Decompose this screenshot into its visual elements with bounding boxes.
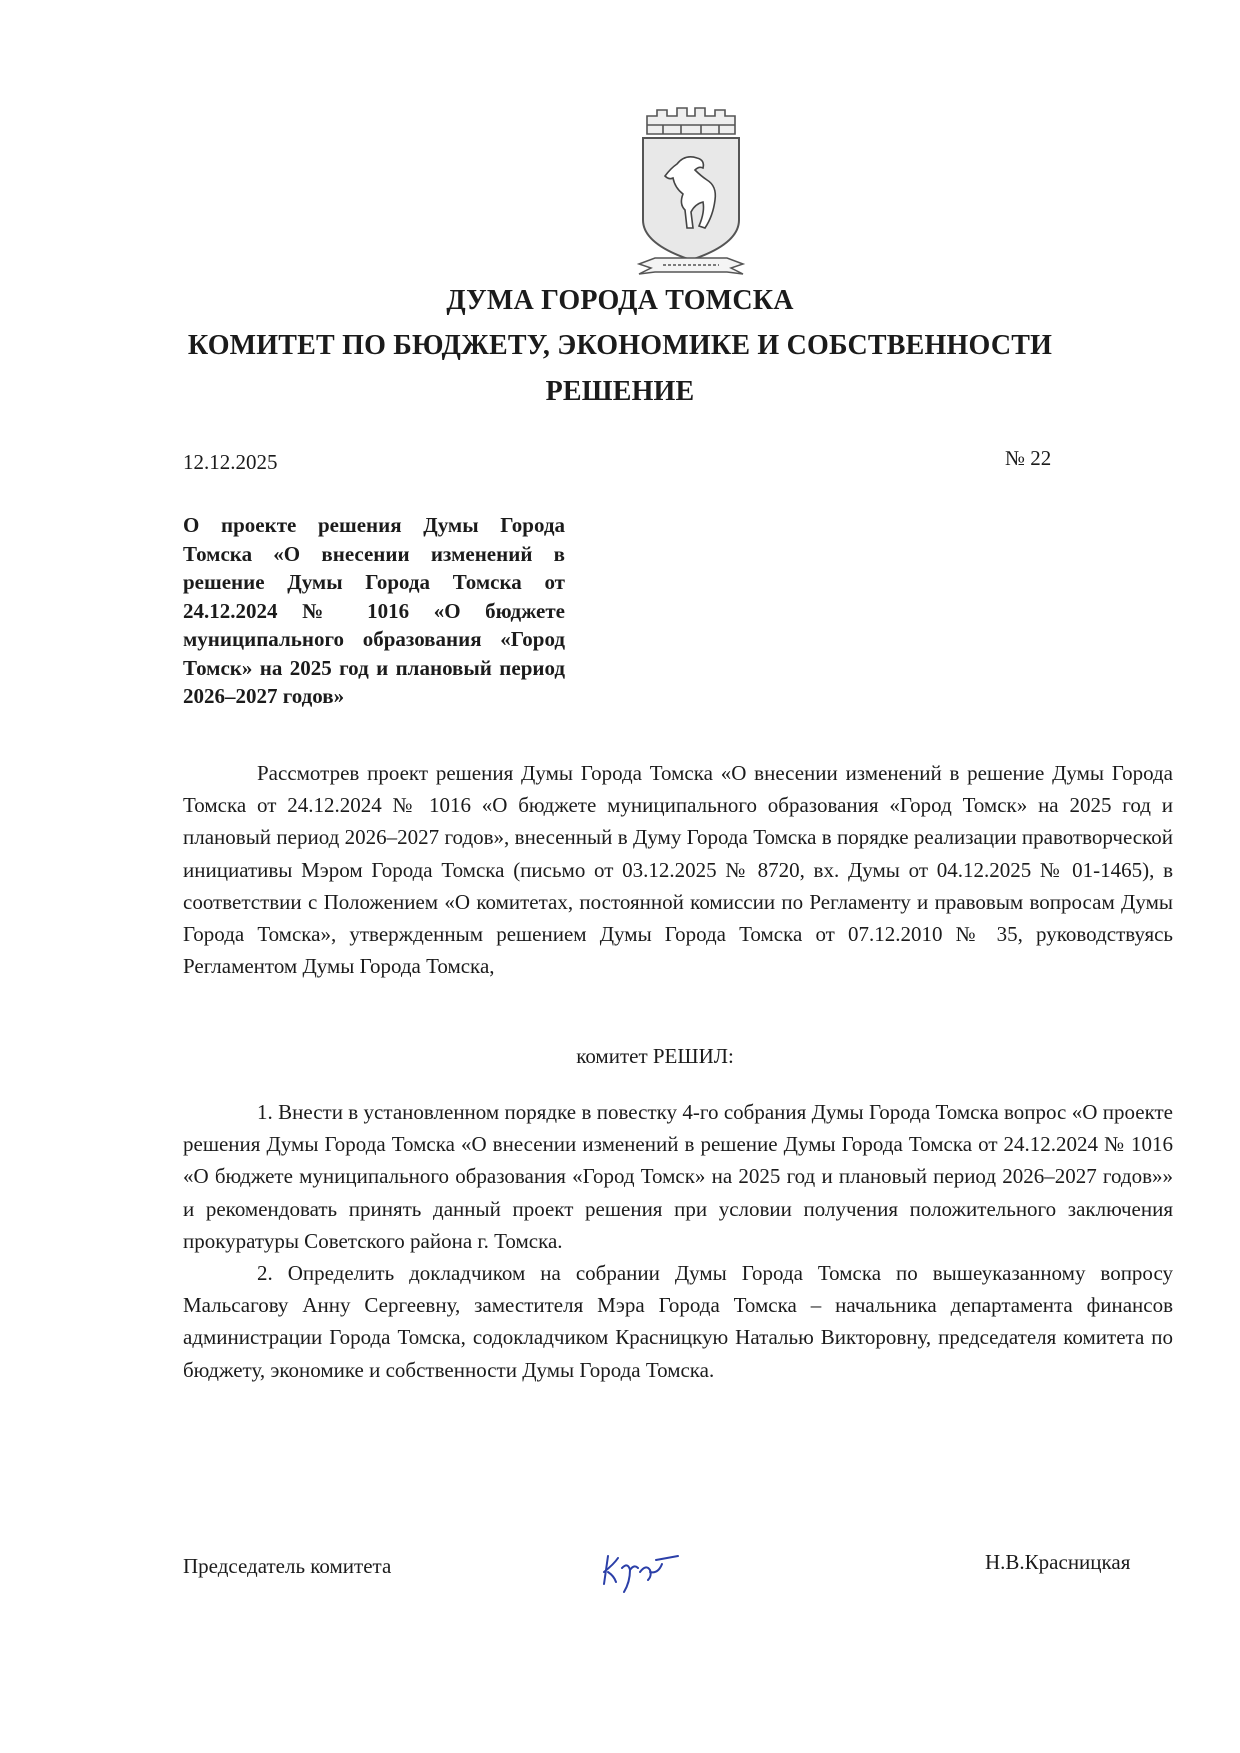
preamble-paragraph	[183, 757, 1173, 982]
decision-number: № 22	[1005, 446, 1052, 470]
coat-of-arms-emblem	[633, 104, 749, 280]
resolution-items	[183, 1096, 1173, 1386]
handwritten-signature	[600, 1542, 682, 1594]
preamble-text: Рассмотрев проект решения Думы Города Томска «О внесении изменений в решение Думы Города Томска от 24.12.2024 № 1016 «О бюджете муниципального образования «Город Томск» на 2025 год и плановый период 2026–2027 годов», внесенный в Думу Города Томска в порядке реализации правотворческой инициативы Мэром Города Томска (письмо от 03.12.2025 № 8720, вх. Думы от 04.12.2025 № 01-1465), в соответствии с Положением «О комитетах, постоянной комиссии по Регламенту и правовым вопросам Думы Города Томска», утвержденным решением Думы Города Томска от 07.12.2010 № 35, руководствуясь Регламентом Думы Города Томска,	[183, 761, 1173, 979]
duma-title: ДУМА ГОРОДА ТОМСКА	[446, 285, 794, 316]
decision-subject: О проекте решения Думы Города Томска «О внесении изменений в решение Думы Города Томска от 24.12.2024 № 1016 «О бюджете муниципального образования «Город Томск» на 2025 год и плановый период 2026–2027 годов»	[183, 513, 565, 708]
resolution-item-1: 1. Внести в установленном порядке в повестку 4-го собрания Думы Города Томска вопрос «О проекте решения Думы Города Томска «О внесении изменений в решение Думы Города Томска от 24.12.2024 № 1016 «О бюджете муниципального образования «Город Томск» на 2025 год и плановый период 2026–2027 годов»» и рекомендовать принять данный проект решения при условии получения положительного заключения прокуратуры Советского района г. Томска.	[183, 1100, 1173, 1253]
resolution-item-2: 2. Определить докладчиком на собрании Думы Города Томска по вышеуказанному вопросу Мальсагову Анну Сергеевну, заместителя Мэра Города Томска – начальника департамента финансов администрации Города Томска, содокладчиком Красницкую Наталью Викторовну, председателя комитета по бюджету, экономике и собственности Думы Города Томска.	[183, 1261, 1173, 1382]
ribbon-icon	[639, 258, 743, 274]
crown-icon	[647, 108, 735, 134]
committee-title: КОМИТЕТ ПО БЮДЖЕТУ, ЭКОНОМИКЕ И СОБСТВЕННОСТИ	[187, 330, 1053, 361]
resolved-heading: комитет РЕШИЛ:	[576, 1044, 734, 1068]
decision-date: 12.12.2025	[183, 450, 278, 474]
signatory-title: Председатель комитета	[183, 1554, 392, 1578]
signatory-name: Н.В.Красницкая	[985, 1550, 1131, 1574]
document-type: РЕШЕНИЕ	[545, 376, 695, 407]
